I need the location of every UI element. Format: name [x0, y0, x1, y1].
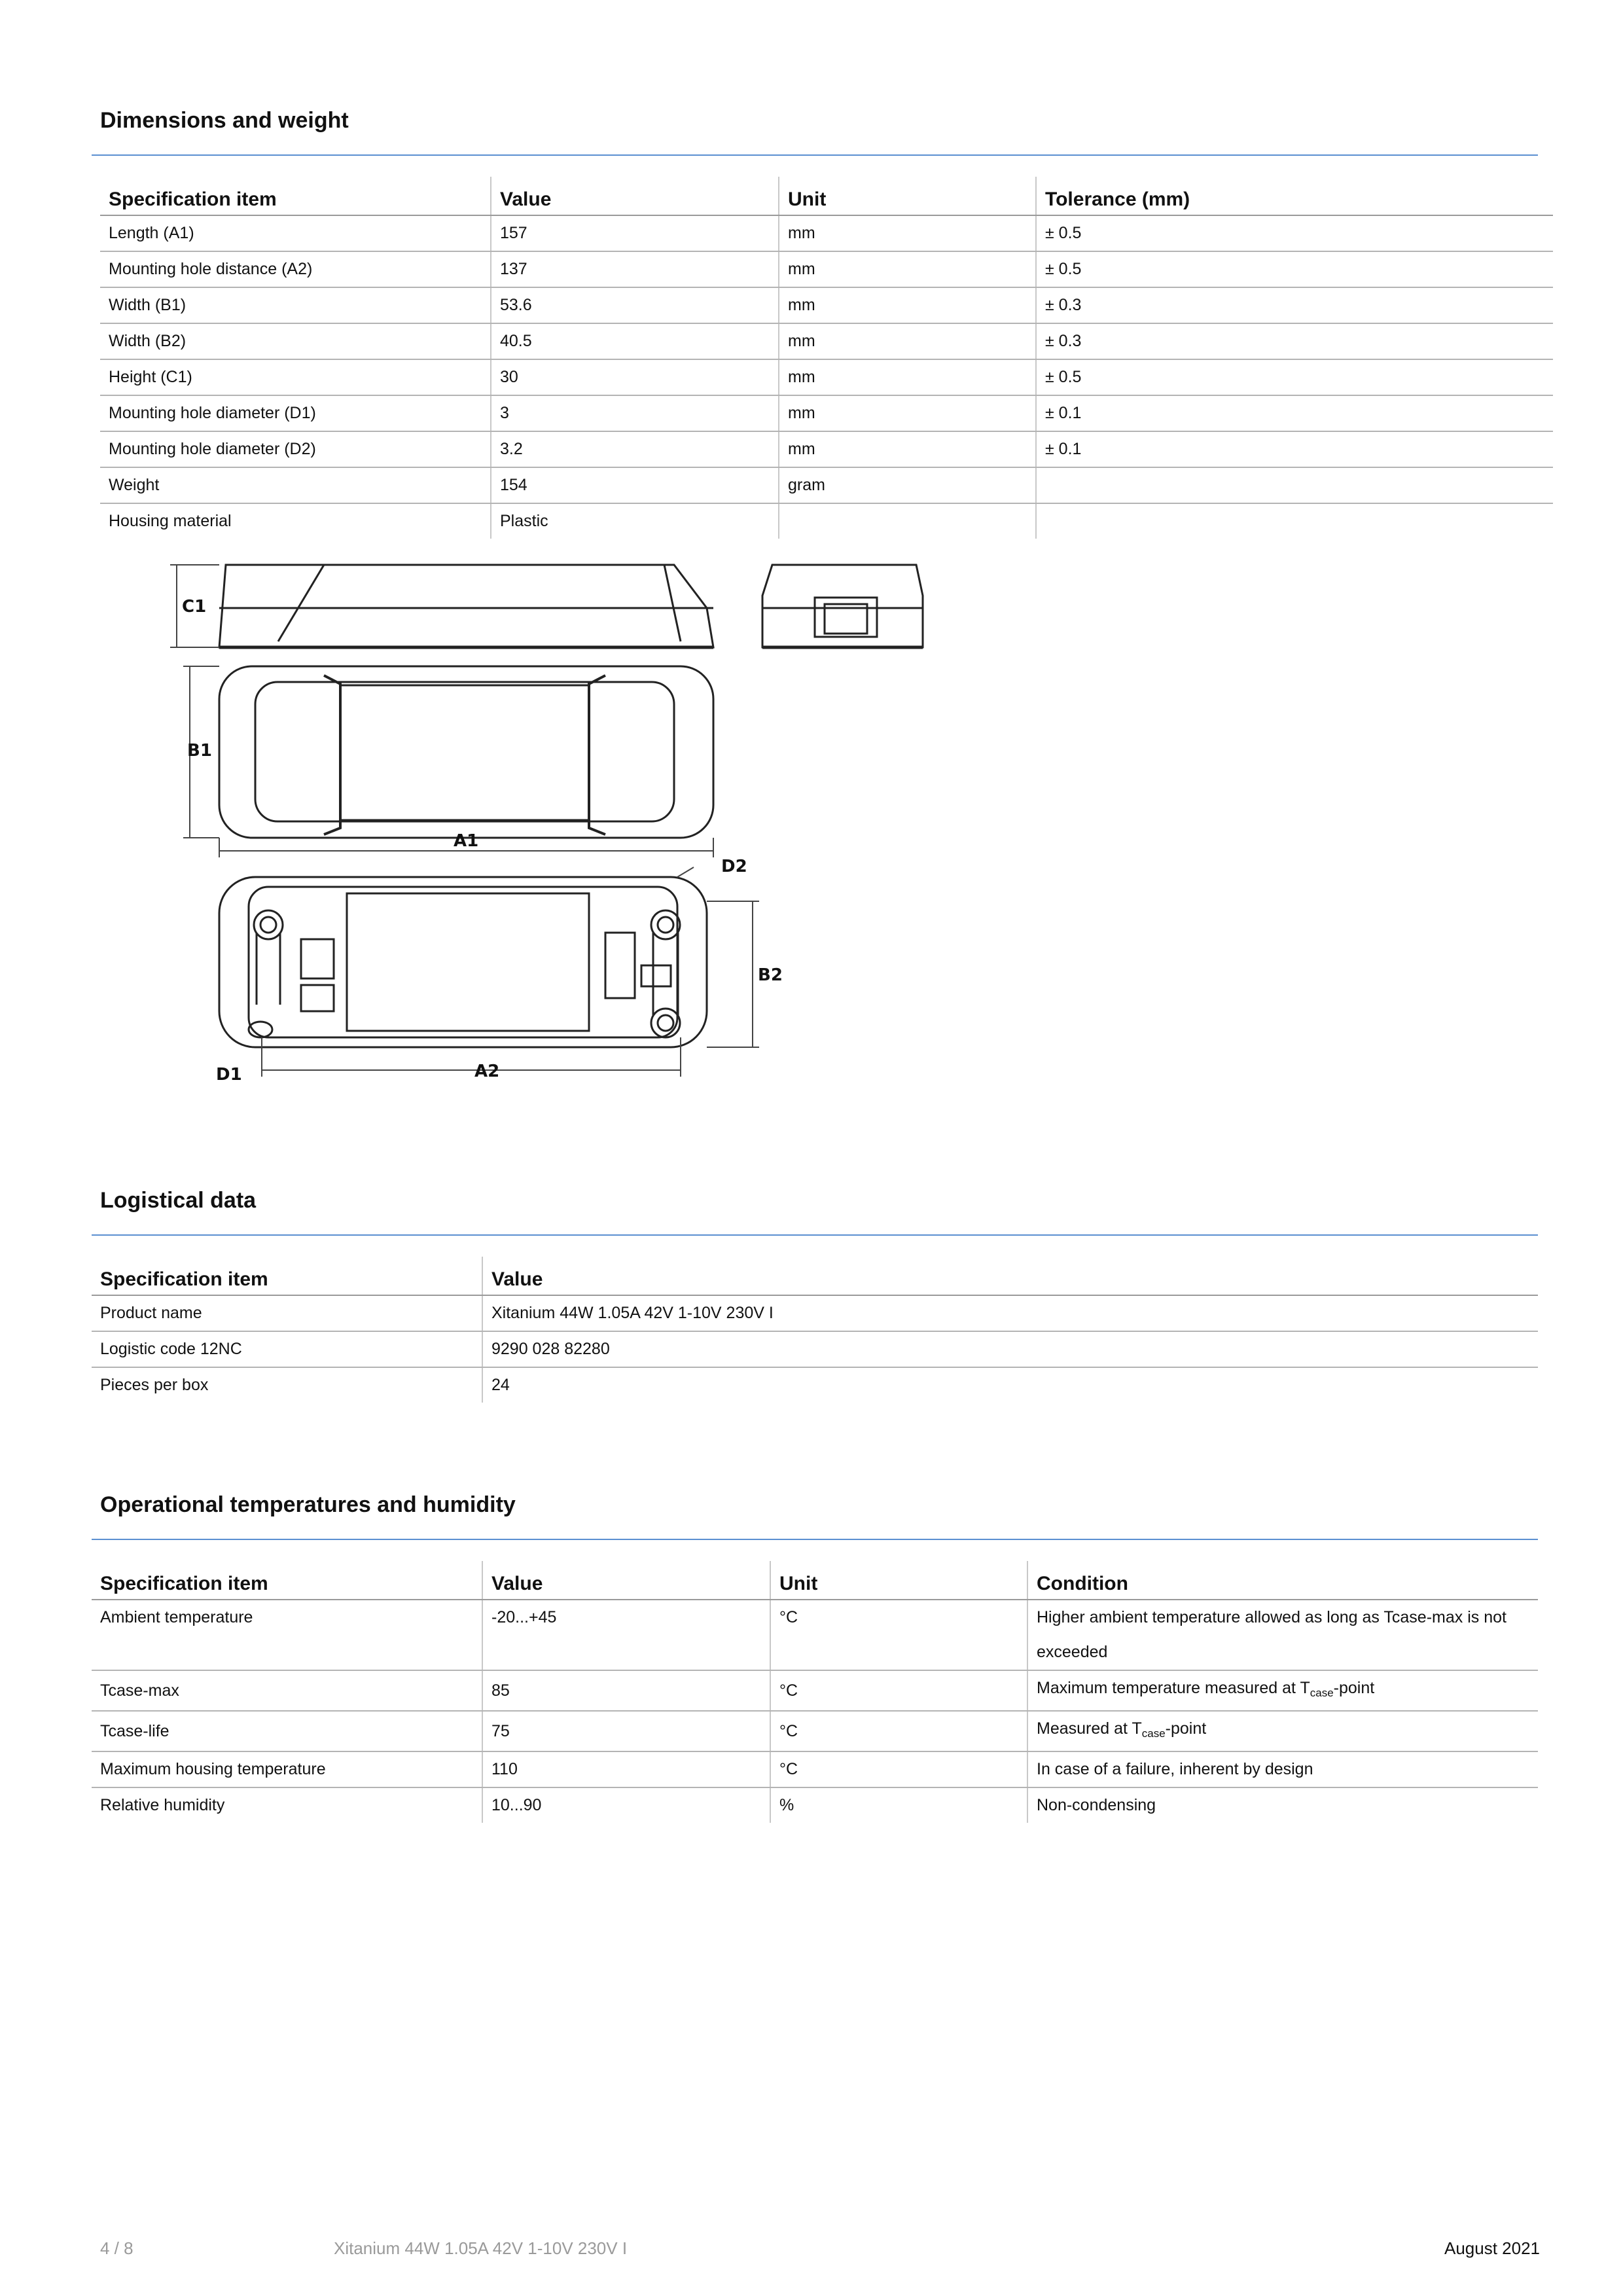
column-header: Specification item	[92, 1257, 482, 1295]
cell-value: 137	[491, 251, 779, 287]
cell-value: 10...90	[482, 1787, 770, 1823]
cell-item: Length (A1)	[100, 215, 491, 251]
cell-unit: mm	[779, 287, 1036, 323]
table-row	[92, 1751, 1538, 1787]
column-header: Specification item	[92, 1561, 482, 1600]
table-row	[92, 1600, 1538, 1670]
table-row	[92, 1367, 1538, 1403]
column-header: Value	[491, 177, 779, 215]
cell-condition: In case of a failure, inherent by design	[1027, 1751, 1538, 1787]
cell-value: 75	[482, 1711, 770, 1751]
footer-date: August 2021	[1444, 2238, 1540, 2258]
cell-value: 85	[482, 1670, 770, 1711]
cell-item: Mounting hole diameter (D1)	[100, 395, 491, 431]
cell-item: Height (C1)	[100, 359, 491, 395]
cell-unit: mm	[779, 395, 1036, 431]
cell-unit: °C	[770, 1670, 1027, 1711]
top-view-outline	[219, 666, 713, 838]
cell-value: 3.2	[491, 431, 779, 467]
cell-tolerance: ± 0.1	[1036, 431, 1553, 467]
end-view-outline	[762, 565, 923, 647]
column-header: Value	[482, 1257, 1538, 1295]
dimensions-title-rule	[92, 154, 1538, 156]
cell-tolerance	[1036, 503, 1553, 539]
bottom-view-outline	[219, 877, 707, 1047]
cell-unit: °C	[770, 1711, 1027, 1751]
cell-tolerance: ± 0.3	[1036, 287, 1553, 323]
condition-subscript: case	[1310, 1687, 1334, 1699]
cell-item: Logistic code 12NC	[92, 1331, 482, 1367]
cell-value: 3	[491, 395, 779, 431]
label-d1: D1	[216, 1065, 242, 1085]
cell-item: Relative humidity	[100, 1796, 225, 1814]
cell-tolerance: ± 0.5	[1036, 215, 1553, 251]
cell-unit: mm	[779, 215, 1036, 251]
label-b2: B2	[758, 965, 783, 985]
cell-value: 53.6	[491, 287, 779, 323]
logistics-table	[92, 1257, 1538, 1403]
cell-value: Xitanium 44W 1.05A 42V 1-10V 230V I	[482, 1295, 1538, 1331]
operational-title-rule	[92, 1539, 1538, 1540]
cell-tolerance	[1036, 467, 1553, 503]
footer-product-name: Xitanium 44W 1.05A 42V 1-10V 230V I	[334, 2238, 628, 2258]
mounting-hole-icon	[254, 910, 283, 939]
column-header: Unit	[770, 1561, 1027, 1600]
cell-tolerance: ± 0.3	[1036, 323, 1553, 359]
cell-value: 24	[482, 1367, 1538, 1403]
table-row	[92, 1787, 1538, 1823]
cell-value: 9290 028 82280	[482, 1331, 1538, 1367]
side-view-outline	[219, 565, 713, 647]
cell-unit: °C	[770, 1600, 1027, 1670]
cell-unit	[779, 503, 1036, 539]
column-header: Condition	[1027, 1561, 1538, 1600]
cell-condition: Non-condensing	[1027, 1787, 1538, 1823]
cell-condition	[1027, 1711, 1538, 1751]
cell-condition	[1027, 1670, 1538, 1711]
condition-text: Maximum temperature measured at T	[1037, 1679, 1310, 1697]
cell-item: Pieces per box	[100, 1376, 209, 1394]
cell-unit: mm	[779, 323, 1036, 359]
cell-item: Maximum housing temperature	[92, 1751, 482, 1787]
cell-item: Tcase-life	[92, 1711, 482, 1751]
operational-table	[92, 1561, 1538, 1823]
label-a2: A2	[474, 1062, 500, 1081]
cell-item: Mounting hole diameter (D2)	[100, 431, 491, 467]
table-row	[92, 1331, 1538, 1367]
condition-text: -point	[1333, 1679, 1375, 1697]
table-row	[100, 251, 1553, 287]
cell-unit: °C	[770, 1751, 1027, 1787]
cell-item: Mounting hole distance (A2)	[100, 251, 491, 287]
table-row	[100, 359, 1553, 395]
condition-subscript: case	[1141, 1727, 1166, 1740]
logistics-title: Logistical data	[100, 1188, 257, 1213]
cell-unit: mm	[779, 431, 1036, 467]
table-row	[100, 467, 1553, 503]
dimensions-table	[100, 177, 1553, 539]
table-row	[100, 323, 1553, 359]
table-row	[100, 503, 1553, 539]
cell-value: 154	[491, 467, 779, 503]
cell-item: Ambient temperature	[92, 1600, 482, 1670]
label-c1: C1	[182, 597, 207, 617]
cell-item: Product name	[92, 1295, 482, 1331]
dimensions-title: Dimensions and weight	[100, 108, 349, 133]
table-row	[100, 287, 1553, 323]
dimension-drawing	[170, 547, 955, 1096]
condition-text: -point	[1165, 1719, 1207, 1738]
table-row	[92, 1711, 1538, 1751]
cell-unit: %	[770, 1787, 1027, 1823]
cell-unit: gram	[779, 467, 1036, 503]
column-header: Tolerance (mm)	[1036, 177, 1553, 215]
operational-title: Operational temperatures and humidity	[100, 1492, 516, 1517]
table-row	[100, 395, 1553, 431]
table-row	[100, 431, 1553, 467]
label-a1: A1	[454, 831, 479, 851]
cell-value: Plastic	[491, 503, 779, 539]
cell-item: Weight	[100, 467, 491, 503]
cell-item: Width (B2)	[100, 323, 491, 359]
column-header: Specification item	[100, 177, 491, 215]
table-row	[92, 1670, 1538, 1711]
column-header: Value	[482, 1561, 770, 1600]
cell-value: 40.5	[491, 323, 779, 359]
condition-text: Measured at T	[1037, 1719, 1142, 1738]
cell-value: 157	[491, 215, 779, 251]
table-row	[92, 1295, 1538, 1331]
cell-item: Housing material	[109, 512, 232, 530]
table-row	[100, 215, 1553, 251]
table-header-row	[100, 177, 1553, 215]
label-d2: D2	[721, 857, 747, 876]
cell-tolerance: ± 0.5	[1036, 359, 1553, 395]
page-number: 4 / 8	[100, 2238, 134, 2258]
table-header-row	[92, 1561, 1538, 1600]
label-b1: B1	[187, 741, 212, 761]
cell-tolerance: ± 0.5	[1036, 251, 1553, 287]
column-header: Unit	[779, 177, 1036, 215]
cell-item: Tcase-max	[92, 1670, 482, 1711]
cell-value: 110	[482, 1751, 770, 1787]
cell-value: 30	[491, 359, 779, 395]
cell-item: Width (B1)	[100, 287, 491, 323]
cell-unit: mm	[779, 359, 1036, 395]
logistics-title-rule	[92, 1234, 1538, 1236]
cell-unit: mm	[779, 251, 1036, 287]
cell-tolerance: ± 0.1	[1036, 395, 1553, 431]
cell-value: -20...+45	[482, 1600, 770, 1670]
cell-condition: Higher ambient temperature allowed as long as Tcase-max is not exceeded	[1027, 1600, 1538, 1670]
table-header-row	[92, 1257, 1538, 1295]
